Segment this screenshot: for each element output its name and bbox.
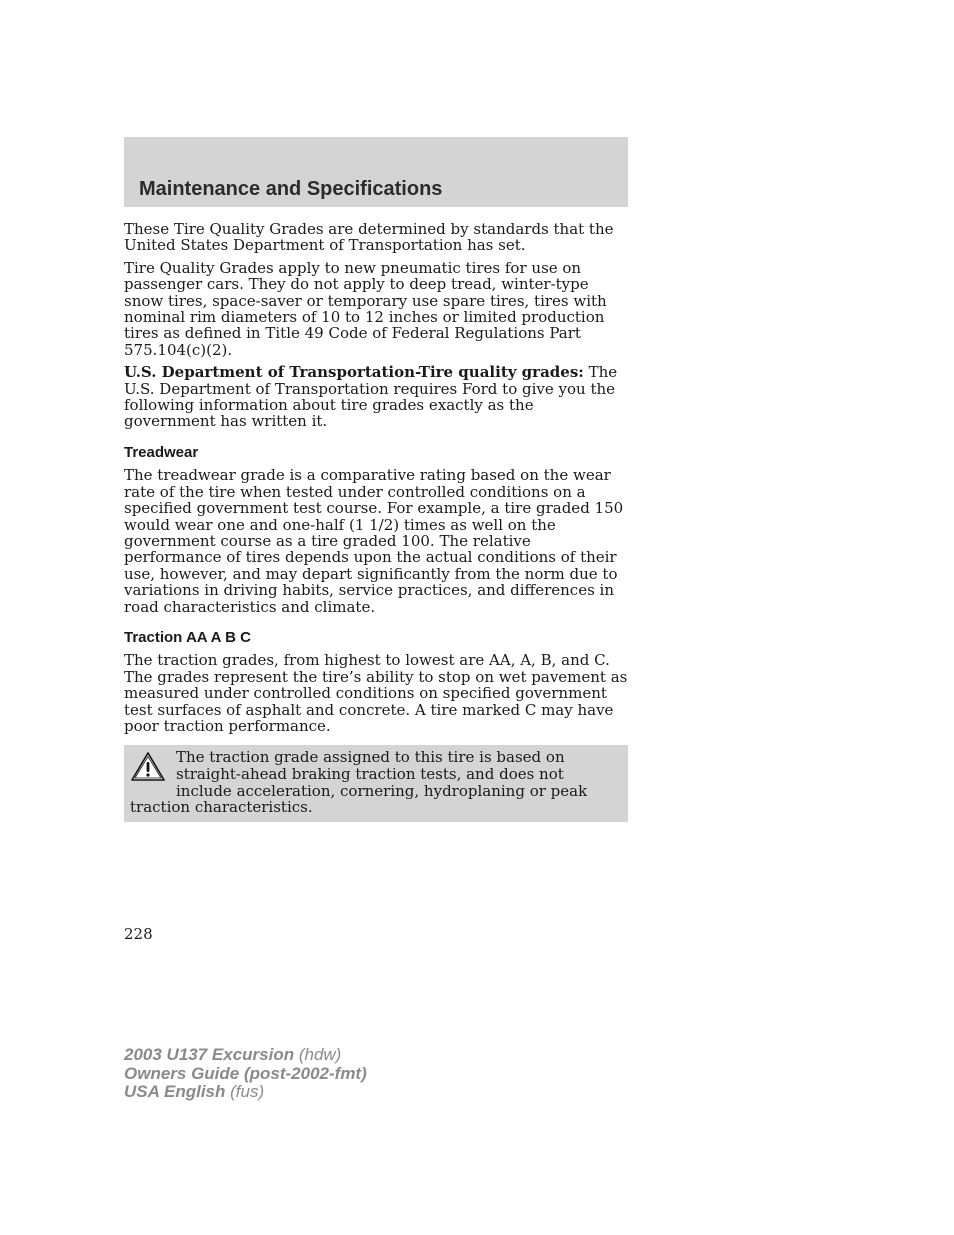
traction-paragraph: The traction grades, from highest to lowest are AA, A, B, and C. The grades represent the tire’s ability to stop on wet pavement as measured under controlled conditions on specified government test surfaces of asphalt and concrete. A tire marked C may have poor traction performance.	[124, 651, 628, 735]
traction-heading: Traction AA A B C	[124, 628, 251, 646]
footer-model-code: (hdw)	[294, 1045, 342, 1064]
document-footer	[124, 1046, 367, 1102]
footer-line-1	[124, 1046, 367, 1065]
dot-requirement-text: The U.S. Department of Transportation requires Ford to give you the following information about tire grades exactly as the government has written it.	[124, 363, 618, 431]
paragraph-dot-requirement	[124, 364, 628, 430]
treadwear-heading: Treadwear	[124, 443, 199, 461]
treadwear-paragraph: The treadwear grade is a comparative rating based on the wear rate of the tire when tested under controlled conditions on a specified government test course. For example, a tire graded 150 would wear one and one-half (1 1/2) times as well on the government course as a tire graded 100. The relative performance of tires depends upon the actual conditions of their use, however, and may depart significantly from the norm due to variations in driving habits, service practices, and differences in road characteristics and climate.	[124, 466, 624, 616]
page-number: 228	[124, 925, 153, 943]
footer-language: USA English	[124, 1082, 226, 1102]
footer-guide: Owners Guide (post-2002-fmt)	[124, 1063, 367, 1083]
section-title: Maintenance and Specifications	[139, 178, 443, 200]
page-content	[124, 221, 628, 822]
footer-line-2	[124, 1065, 367, 1084]
warning-text: The traction grade assigned to this tire is based on straight-ahead braking traction tests, and does not include acceleration, cornering, hydroplaning or peak traction characteristics.	[130, 748, 588, 817]
warning-triangle-icon	[130, 751, 166, 783]
dot-requirement-lead: U.S. Department of Transportation-Tire quality grades:	[124, 363, 584, 382]
warning-box	[124, 745, 628, 821]
paragraph-quality-grades-intro: These Tire Quality Grades are determined by standards that the United States Department of Transportation has set.	[124, 220, 614, 255]
section-header-bar	[124, 137, 628, 207]
footer-line-3	[124, 1083, 367, 1102]
footer-model: 2003 U137 Excursion	[124, 1045, 295, 1064]
paragraph-quality-grades-scope: Tire Quality Grades apply to new pneumatic tires for use on passenger cars. They do not apply to deep tread, winter-type snow tires, space-saver or temporary use spare tires, tires with nominal rim diameters of 10 to 12 inches or limited production tires as defined in Title 49 Code of Federal Regulations Part 575.104(c)(2).	[124, 258, 607, 359]
footer-language-code: (fus)	[225, 1082, 265, 1102]
